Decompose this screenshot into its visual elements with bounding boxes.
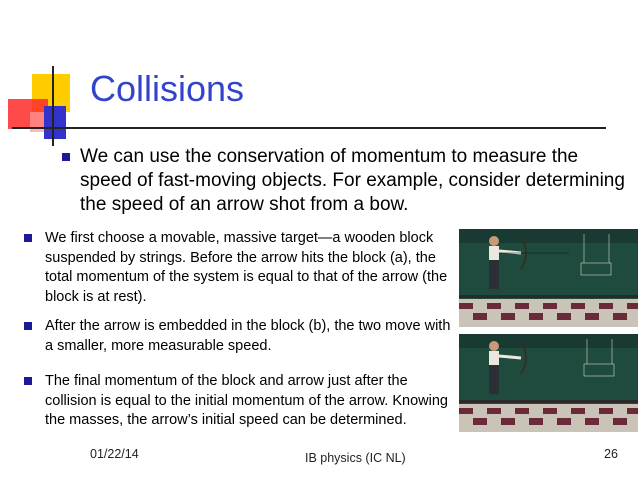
archer-photo-b [459,334,638,432]
square-bullet-icon [24,377,32,385]
slide-title: Collisions [90,68,245,109]
bullet-text-1: We first choose a movable, massive target—a wooden block suspended by strings. Before the arrow hits the block (a), the total momentum of the system is equal to that of the arrow (the block is at rest). [45,230,448,305]
footer-date: 01/22/14 [90,447,139,461]
bullet-text-2: After the arrow is embedded in the block (b), the two move with a smaller, more measurable speed. [45,318,451,354]
bullet-text-3: The final momentum of the block and arrow just after the collision is equal to the initial momentum of the arrow. Knowing the masses, the arrow’s initial speed can be determined. [45,373,448,428]
square-bullet-icon [62,153,70,161]
deco-blue-square [44,106,66,139]
square-bullet-icon [24,322,32,330]
deco-vertical-line [52,66,54,146]
archer-photo-a [459,229,638,327]
footer-course: IB physics (IC NL) [305,451,406,465]
title-underline [12,127,606,129]
square-bullet-icon [24,234,32,242]
page-number: 26 [604,447,618,461]
lead-bullet-text: We can use the conservation of momentum to measure the speed of fast-moving objects. For example, consider determining the speed of an arrow shot from a bow. [80,146,625,215]
